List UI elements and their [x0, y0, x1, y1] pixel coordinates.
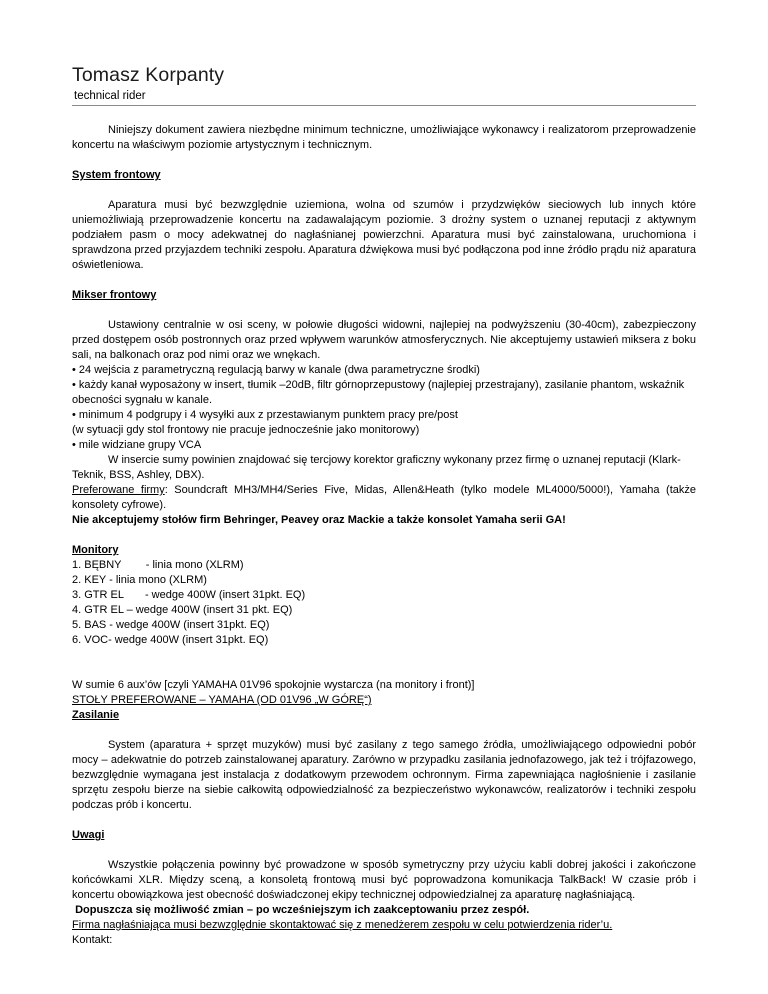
list-item: • mile widziane grupy VCA: [72, 439, 202, 451]
not-accepted-warning: Nie akceptujemy stołów firm Behringer, Peavey oraz Mackie a także konsolet Yamaha serii GA!: [72, 514, 566, 526]
list-item: 5. BAS - wedge 400W (insert 31pkt. EQ): [72, 619, 270, 631]
section-heading-zasilanie: Zasilanie: [72, 709, 120, 721]
section-heading-monitory: Monitory: [72, 544, 119, 556]
mikser-frontowy-paragraph: Ustawiony centralnie w osi sceny, w połowie długości widowni, najlepiej na podwyższeniu (30-40cm), zabezpieczony przed dostępem osób postronnych oraz przed wpływem warunków atmosferycznych. Nie akceptujemy ustawień miksera z boku sali, na balkonach oraz pod nimi oraz we wnękach.: [72, 319, 696, 361]
list-item: (w sytuacji gdy stol frontowy nie pracuje jednocześnie jako monitorowy): [72, 424, 420, 436]
insert-note: W insercie sumy powinien znajdować się tercjowy korektor graficzny wykonany przez firmę o uznanej reputacji (Klark-Teknik, BSS, Ashley, DBX).: [72, 454, 681, 481]
zasilanie-paragraph: System (aparatura + sprzęt muzyków) musi być zasilany z tego samego źródła, umożliwiającego odpowiedni pobór mocy – adekwatnie do potrzeb zainstalowanej aparatury. Zarówno w przypadku zasilania jednofazowego, jak też i trójfazowego, bezwzględnie wymagana jest instalacja z dodatkowym przewodem ochronnym. Firma zapewniająca nagłośnienie i zasilanie sprzętu zespołu bierze na siebie całkowitą odpowiedzialność za bezpieczeństwo wykonawców, realizatorów i techniki zespołu podczas prób i koncertu.: [72, 739, 696, 811]
list-item: 6. VOC- wedge 400W (insert 31pkt. EQ): [72, 634, 269, 646]
preferred-brands-text: : Soundcraft MH3/MH4/Series Five, Midas, Allen&Heath (tylko modele ML4000/5000!), Yamaha (także konsolety cyfrowe).: [72, 484, 696, 511]
uwagi-paragraph: Wszystkie połączenia powinny być prowadzone w sposób symetryczny przy użyciu kabli dobrej jakości i zakończone końcówkami XLR. Między sceną, a konsoletą frontową musi być poprowadzona komunikacja TalkBack! W czasie prób i koncertu obowiązkowa jest obecność doświadczonej ekipy technicznej odpowiedzialnej za aparaturę nagłaśniającą.: [72, 859, 696, 901]
preferred-brands: [72, 483, 696, 513]
contact-required-note: Firma nagłaśniająca musi bezwzględnie skontaktować się z menedżerem zespołu w celu potwierdzenia rider’u.: [72, 919, 613, 931]
list-item: • każdy kanał wyposażony w insert, tłumik –20dB, filtr górnoprzepustowy (najlepiej przestrajany), zasilanie phantom, wskaźnik obecności sygnału w kanale.: [72, 379, 685, 406]
list-item: • minimum 4 podgrupy i 4 wysyłki aux z przestawianym punktem pracy pre/post: [72, 409, 458, 421]
mixer-requirements-list: [72, 363, 696, 453]
intro-paragraph: Niniejszy dokument zawiera niezbędne minimum techniczne, umożliwiające wykonawcy i realizatorom przeprowadzenie koncertu na właściwym poziomie artystycznym i technicznym.: [72, 124, 696, 151]
aux-summary: W sumie 6 aux’ów [czyli YAMAHA 01V96 spokojnie wystarcza (na monitory i front)]: [72, 679, 475, 691]
section-heading-uwagi: Uwagi: [72, 829, 105, 841]
list-item: 3. GTR EL - wedge 400W (insert 31pkt. EQ): [72, 589, 306, 601]
monitor-list: [72, 558, 696, 648]
document-subtitle: technical rider: [74, 90, 146, 102]
preferred-tables: STOŁY PREFEROWANE – YAMAHA (OD 01V96 „W GÓRĘ“): [72, 694, 372, 706]
document-body: [72, 123, 696, 948]
list-item: • 24 wejścia z parametryczną regulacją barwy w kanale (dwa parametryczne środki): [72, 364, 480, 376]
title-divider: [72, 105, 696, 106]
list-item: 4. GTR EL – wedge 400W (insert 31 pkt. EQ): [72, 604, 293, 616]
preferred-brands-label: Preferowane firmy: [72, 484, 165, 496]
list-item: 1. BĘBNY - linia mono (XLRM): [72, 559, 244, 571]
section-heading-system-frontowy: System frontowy: [72, 169, 161, 181]
document-title: Tomasz Korpanty: [72, 64, 225, 86]
system-frontowy-paragraph: Aparatura musi być bezwzględnie uziemiona, wolna od szumów i przydzwięków sieciowych lub innych które uniemożliwiają przeprowadzenie koncertu na zadawalającym poziomie. 3 drożny system o uznanej reputacji z aktywnym podziałem pasm o mocy adekwatnej do nagłaśnianej powierzchni. Aparatura musi być zainstalowana, uruchomiona i sprawdzona przed przyjazdem techniki zespołu. Aparatura dźwiękowa musi być podłączona pod inne źródło prądu niż aparatura oświetleniowa.: [72, 199, 696, 271]
section-heading-mikser-frontowy: Mikser frontowy: [72, 289, 157, 301]
list-item: 2. KEY - linia mono (XLRM): [72, 574, 207, 586]
changes-note: Dopuszcza się możliwość zmian – po wcześniejszym ich zaakceptowaniu przez zespół.: [72, 904, 530, 916]
contact-label: Kontakt:: [72, 934, 113, 946]
